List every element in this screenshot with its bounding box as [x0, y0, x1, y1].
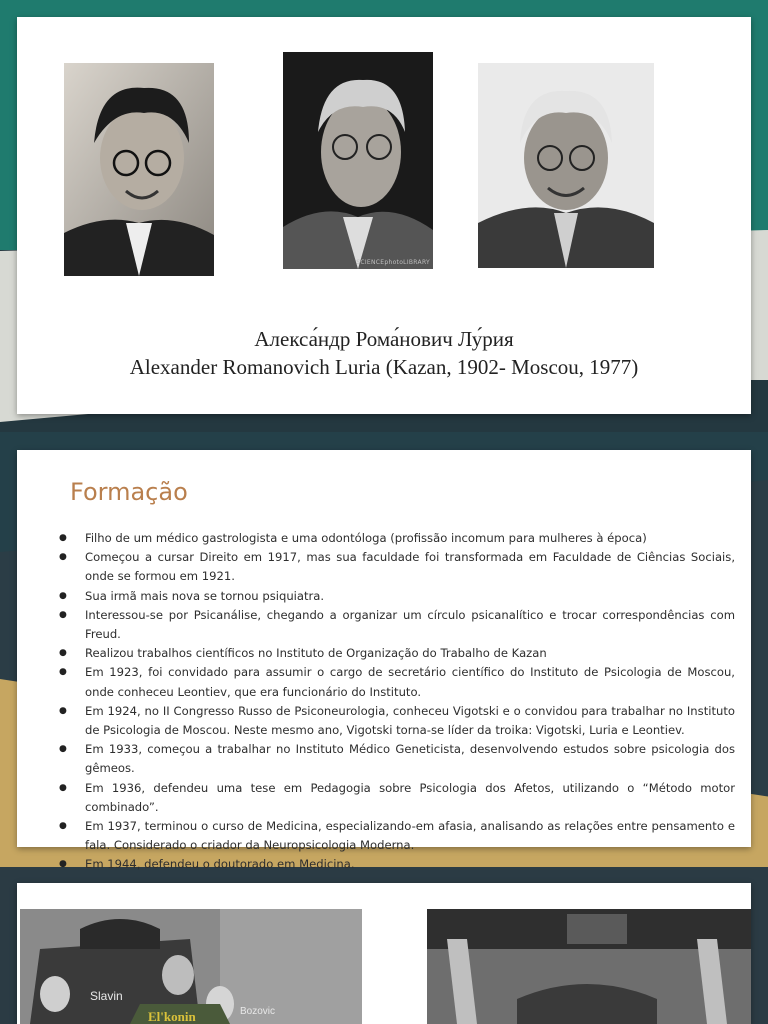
list-item: ● Em 1936, defendeu uma tese em Pedagogia sobre Psicologia dos Afetos, utilizando o “Método motor combinado”.: [57, 779, 735, 817]
photo-watermark: SCIENCEphotoLIBRARY: [356, 259, 430, 266]
list-item: ● Em 1944, defendeu o doutorado em Medicina.: [57, 855, 735, 874]
slide-group-photos[interactable]: [17, 883, 751, 1024]
list-item: ● Sua irmã mais nova se tornou psiquiatra.: [57, 587, 735, 606]
list-item: ● Em 1923, foi convidado para assumir o cargo de secretário científico do Instituto de Psicologia de Moscou, onde conheceu Leontiev, que era funcionário do Instituto.: [57, 663, 735, 701]
portrait-young-luria: [64, 63, 214, 276]
photo-label-bozovic: Bozovic: [240, 1006, 276, 1017]
group-photo-right: [427, 909, 751, 1024]
photo-label-slavin: Slavin: [90, 989, 123, 1003]
caption-english-name: Alexander Romanovich Luria (Kazan, 1902- Moscou, 1977): [129, 355, 639, 379]
slide-portraits[interactable]: [17, 17, 751, 414]
portrait-older-luria: [478, 63, 654, 268]
list-item: ● Começou a cursar Direito em 1917, mas sua faculdade foi transformada em Faculdade de Ciências Sociais, onde se formou em 1921.: [57, 548, 735, 586]
portrait-middle-aged-luria: [283, 52, 433, 269]
group-photo-left: [20, 909, 362, 1024]
caption-russian-name: Алекса́ндр Рома́нович Лу́рия: [254, 327, 514, 351]
list-item: ● Em 1933, começou a trabalhar no Instituto Médico Geneticista, desenvolvendo estudos sobre psicologia dos gêmeos.: [57, 740, 735, 778]
slide-heading: Formação: [70, 478, 188, 506]
bullet-list: [57, 529, 735, 875]
list-item: ● Filho de um médico gastrologista e uma odontóloga (profissão incomum para mulheres à época): [57, 529, 735, 548]
slide-formacao[interactable]: [17, 450, 751, 872]
list-item: ● Interessou-se por Psicanálise, chegando a organizar um círculo psicanalítico e trocar correspondências com Freud.: [57, 606, 735, 644]
photo-label-elkonin: El'konin: [148, 1009, 196, 1024]
list-item: ● Realizou trabalhos científicos no Instituto de Organização do Trabalho de Kazan: [57, 644, 735, 663]
list-item: ● Em 1937, terminou o curso de Medicina, especializando-em afasia, analisando as relações entre pensamento e fala. Considerado o criador da Neuropsicologia Moderna.: [57, 817, 735, 855]
list-item: ● Em 1924, no II Congresso Russo de Psiconeurologia, conheceu Vigotski e o convidou para trabalhar no Instituto de Psicologia de Moscou. Neste mesmo ano, Vigotski torna-se líder da troika: Vigotski, Luria e Leontiev.: [57, 702, 735, 740]
